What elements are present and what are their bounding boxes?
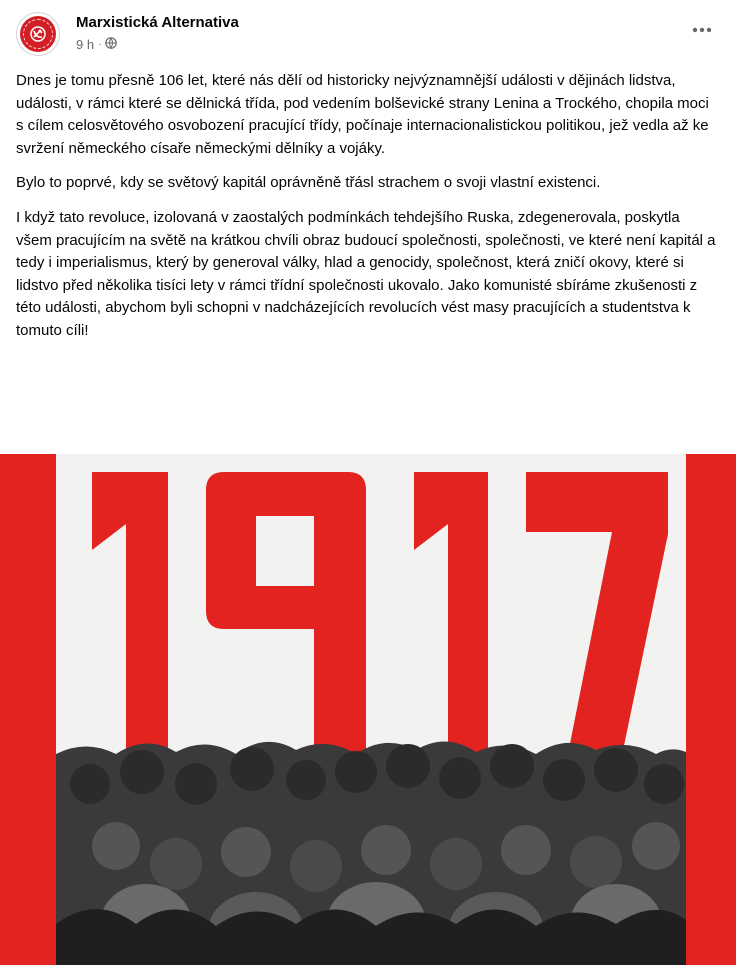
post-paragraph-2: Bylo to poprvé, kdy se světový kapitál oprávněně třásl strachem o svoji vlastní existenci. (16, 174, 601, 192)
poster-panel (56, 454, 686, 965)
more-options-icon[interactable] (688, 20, 716, 40)
post-text (16, 70, 716, 355)
post-image[interactable] (0, 454, 736, 965)
red-star-logo-icon (20, 16, 56, 52)
post-timestamp[interactable]: 9 h (76, 37, 95, 52)
crowd-photo (56, 741, 686, 965)
meta-separator: · (98, 39, 102, 50)
post-meta (76, 37, 117, 52)
globe-icon[interactable] (105, 37, 117, 52)
post-header (16, 10, 720, 60)
post-paragraph-1: Dnes je tomu přesně 106 let, které nás dělí od historicky nejvýznamnější události v dějinách lidstva, události, v rámci které se dělnická třída, pod vedením bolševické strany Lenina a Trockého, chopila moci s cílem celosvětového osvobození pracující třídy, počínaje internacionalistickou politikou, jež vedla až ke svržení německého císaře německými dělníky a vojáky. (16, 72, 709, 157)
year-1917-graphic (56, 454, 686, 965)
post-paragraph-3: I když tato revoluce, izolovaná v zaostalých podmínkách tehdejšího Ruska, zdegenerovala, poskytla všem pracujícím na světě na krátkou chvíli obraz budoucí společnosti, společnosti, ve které není kapitál a tedy i imperialismus, který by generoval války, hlad a genocidy, společnost, která zničí okovy, které si lidstvo před několika tisíci lety v rámci třídní společnosti ukovalo. Jako komunisté sbíráme zkušenosti z této události, abychom byli schopni v nadcházejících revolucích vést masy pracujících a studentstva k tomuto cíli! (16, 208, 716, 339)
page-name-link[interactable]: Marxistická Alternativa (76, 14, 239, 31)
page-avatar[interactable] (16, 12, 60, 56)
